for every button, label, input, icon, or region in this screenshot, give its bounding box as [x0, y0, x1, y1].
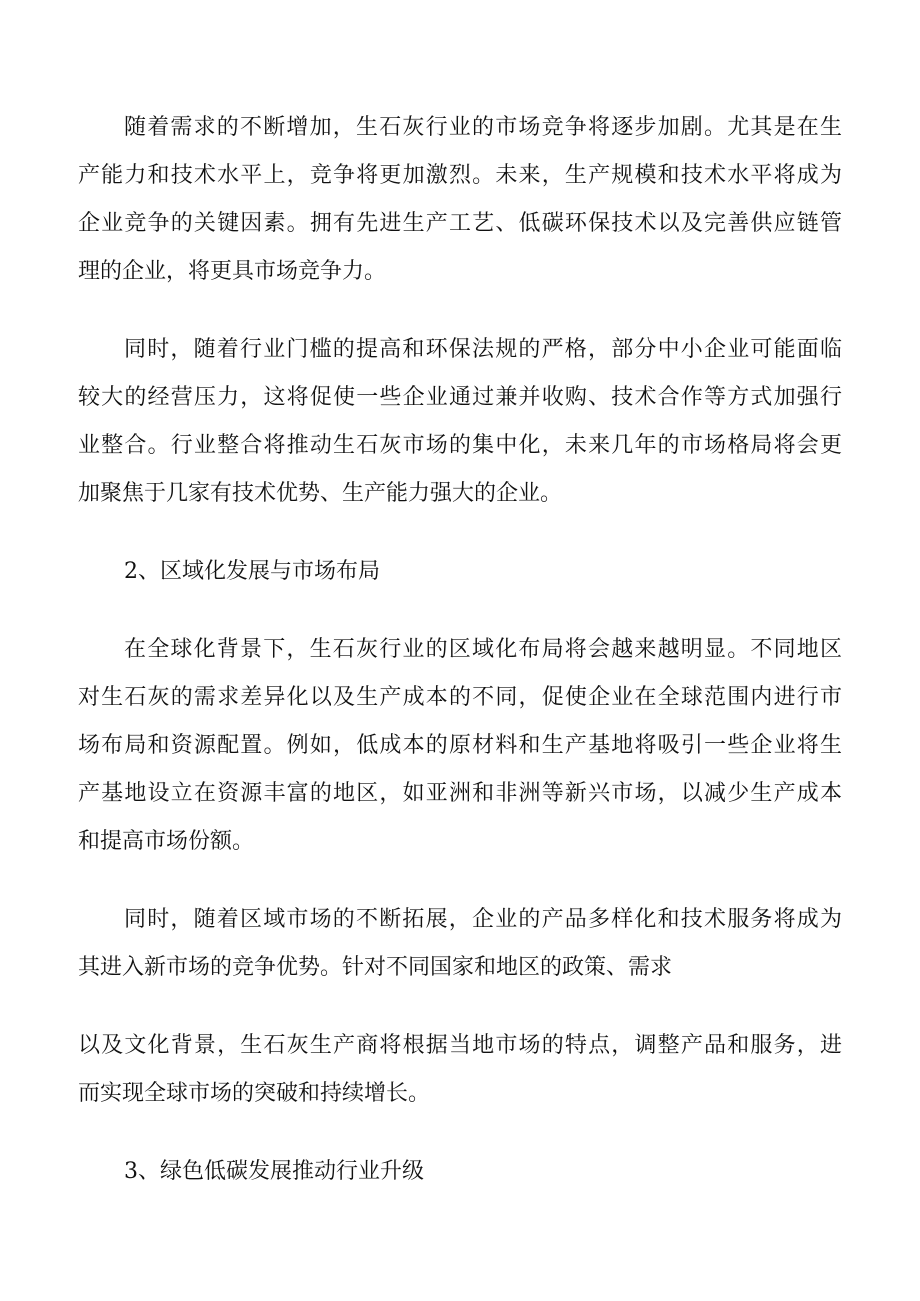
- text-line: 企业竞争的关键因素。拥有先进生产工艺、低碳环保技术以及完善供应链管: [78, 211, 842, 236]
- section-heading: 2、区域化发展与市场布局: [124, 559, 380, 584]
- text-line: 对生石灰的需求差异化以及生产成本的不同，促使企业在全球范围内进行市: [78, 685, 842, 710]
- text-line: 随着需求的不断增加，生石灰行业的市场竞争将逐步加剧。尤其是在生: [124, 115, 842, 140]
- text-line: 同时，随着区域市场的不断拓展，企业的产品多样化和技术服务将成为: [124, 907, 842, 932]
- text-line: 场布局和资源配置。例如，低成本的原材料和生产基地将吸引一些企业将生: [78, 733, 842, 758]
- text-line: 较大的经营压力，这将促使一些企业通过兼并收购、技术合作等方式加强行: [78, 385, 842, 410]
- text-line: 产能力和技术水平上，竞争将更加激烈。未来，生产规模和技术水平将成为: [78, 163, 842, 188]
- paragraph-2: [78, 326, 842, 518]
- paragraph-3: [78, 626, 842, 866]
- text-line: 而实现全球市场的突破和持续增长。: [78, 1081, 431, 1106]
- text-line: 加聚焦于几家有技术优势、生产能力强大的企业。: [78, 481, 563, 506]
- text-line: 在全球化背景下，生石灰行业的区域化布局将会越来越明显。不同地区: [124, 637, 842, 662]
- paragraph-1: [78, 104, 842, 296]
- text-line: 以及文化背景，生石灰生产商将根据当地市场的特点，调整产品和服务，进: [78, 1033, 842, 1058]
- text-line: 产基地设立在资源丰富的地区，如亚洲和非洲等新兴市场，以减少生产成本: [78, 781, 842, 806]
- text-line: 和提高市场份额。: [78, 829, 255, 854]
- text-line: 其进入新市场的竞争优势。针对不同国家和地区的政策、需求: [78, 955, 673, 980]
- paragraph-5: [78, 1022, 842, 1118]
- text-line: 业整合。行业整合将推动生石灰市场的集中化，未来几年的市场格局将会更: [78, 433, 842, 458]
- text-line: 同时，随着行业门槛的提高和环保法规的严格，部分中小企业可能面临: [124, 337, 842, 362]
- paragraph-4: [78, 896, 842, 992]
- section-heading: 3、绿色低碳发展推动行业升级: [124, 1159, 424, 1184]
- text-line: 理的企业，将更具市场竞争力。: [78, 259, 387, 284]
